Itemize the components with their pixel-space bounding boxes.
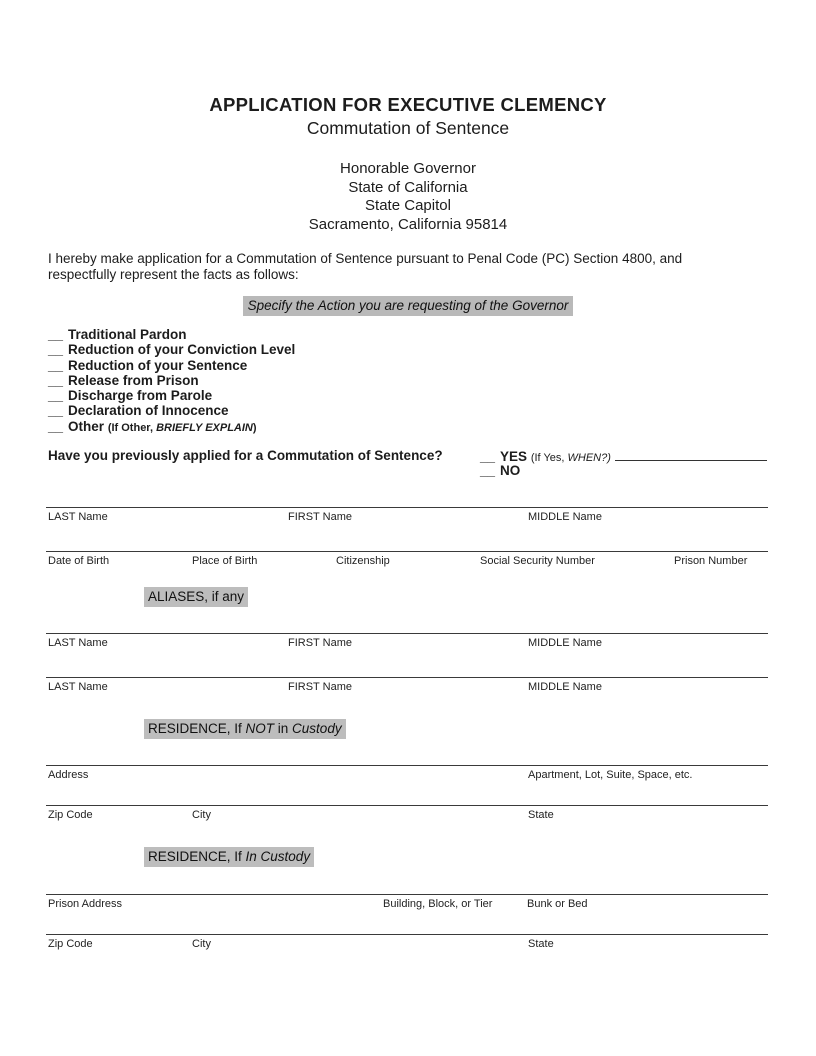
prison-address-label: Prison Address xyxy=(48,898,122,910)
option-discharge-from-parole xyxy=(48,388,295,403)
option-label: Discharge from Parole xyxy=(68,388,213,404)
zip-code-label: Zip Code xyxy=(48,809,93,821)
applicant-name-line[interactable] xyxy=(46,507,768,538)
first-name-label: FIRST Name xyxy=(288,681,352,693)
residence-city-line[interactable] xyxy=(46,805,768,836)
apartment-label: Apartment, Lot, Suite, Space, etc. xyxy=(528,769,693,781)
residence-address-line[interactable] xyxy=(46,765,768,796)
checkbox-no[interactable]: __ xyxy=(480,462,496,478)
checkbox-traditional-pardon[interactable]: __ xyxy=(48,327,64,342)
option-traditional-pardon xyxy=(48,327,295,342)
checkbox-discharge-from-parole[interactable]: __ xyxy=(48,388,64,404)
heading-text-emphasis: In Custody xyxy=(245,849,311,864)
other-note-emphasis: BRIEFLY EXPLAIN xyxy=(156,421,253,434)
first-name-label: FIRST Name xyxy=(288,511,352,523)
checkbox-reduction-sentence[interactable]: __ xyxy=(48,357,64,373)
no-label: NO xyxy=(500,462,521,478)
middle-name-label: MIDDLE Name xyxy=(528,681,602,693)
heading-text: in xyxy=(274,721,293,736)
option-release-from-prison xyxy=(48,373,295,388)
building-label: Building, Block, or Tier xyxy=(383,898,493,910)
option-label: Traditional Pardon xyxy=(68,327,187,342)
checkbox-yes[interactable]: __ xyxy=(480,449,496,464)
checkbox-reduction-conviction-level[interactable]: __ xyxy=(48,342,64,358)
date-of-birth-label: Date of Birth xyxy=(48,555,110,567)
when-input-line[interactable] xyxy=(615,447,767,461)
addressee-block xyxy=(0,160,816,234)
previous-application-yes-row xyxy=(480,447,816,464)
option-label: Reduction of your Sentence xyxy=(68,357,248,373)
option-label: Reduction of your Conviction Level xyxy=(68,342,296,358)
addressee-line: State of California xyxy=(348,178,468,196)
specify-action-text: Specify the Action you are requesting of the Governor xyxy=(243,296,574,316)
prison-city-line[interactable] xyxy=(46,934,768,965)
residence-in-custody-heading xyxy=(144,847,314,867)
heading-text: RESIDENCE, If xyxy=(148,849,246,864)
option-label: Other xyxy=(68,418,105,434)
last-name-label: LAST Name xyxy=(48,511,108,523)
last-name-label: LAST Name xyxy=(48,637,108,649)
city-label: City xyxy=(192,938,211,950)
checkbox-other[interactable]: __ xyxy=(48,418,64,434)
specify-action-banner xyxy=(0,296,816,316)
ssn-label: Social Security Number xyxy=(480,555,595,567)
citizenship-label: Citizenship xyxy=(336,555,390,567)
form-title: APPLICATION FOR EXECUTIVE CLEMENCY xyxy=(209,94,607,115)
checkbox-release-from-prison[interactable]: __ xyxy=(48,372,64,388)
option-reduction-conviction-level xyxy=(48,342,295,357)
address-label: Address xyxy=(48,769,89,781)
heading-text-emphasis: Custody xyxy=(292,721,342,736)
prison-address-line[interactable] xyxy=(46,894,768,925)
option-reduction-sentence xyxy=(48,358,295,373)
yes-note-emphasis: WHEN?) xyxy=(567,452,611,464)
option-label: Declaration of Innocence xyxy=(68,403,229,419)
state-label: State xyxy=(528,938,554,950)
addressee-line: Honorable Governor xyxy=(340,160,476,177)
prison-number-label: Prison Number xyxy=(674,555,748,567)
place-of-birth-label: Place of Birth xyxy=(192,555,258,567)
bunk-label: Bunk or Bed xyxy=(527,898,588,910)
previous-application-no-row xyxy=(480,463,520,478)
other-note-suffix: ) xyxy=(252,421,257,434)
yes-label: YES xyxy=(500,449,528,464)
last-name-label: LAST Name xyxy=(48,681,108,693)
middle-name-label: MIDDLE Name xyxy=(528,637,602,649)
state-label: State xyxy=(528,809,554,821)
heading-text: RESIDENCE, If xyxy=(148,721,246,736)
middle-name-label: MIDDLE Name xyxy=(528,511,602,523)
yes-note-prefix: (If Yes, xyxy=(530,452,568,464)
previous-application-question: Have you previously applied for a Commutation of Sentence? xyxy=(48,448,443,463)
addressee-line: Sacramento, California 95814 xyxy=(308,215,508,233)
alias-name-line-2[interactable] xyxy=(46,677,768,708)
option-declaration-of-innocence xyxy=(48,403,295,418)
other-note-prefix: (If Other, xyxy=(107,421,157,434)
aliases-heading: ALIASES, if any xyxy=(144,587,248,607)
checkbox-declaration-of-innocence[interactable]: __ xyxy=(48,403,64,419)
heading-text-emphasis: NOT xyxy=(245,721,275,736)
action-options-list xyxy=(48,327,295,436)
option-label: Release from Prison xyxy=(68,372,199,388)
previous-application-section xyxy=(48,448,611,478)
city-label: City xyxy=(192,809,211,821)
applicant-details-line[interactable] xyxy=(46,551,768,582)
zip-code-label: Zip Code xyxy=(48,938,93,950)
residence-not-in-custody-heading xyxy=(144,719,346,739)
addressee-line: State Capitol xyxy=(365,197,451,215)
option-other xyxy=(48,419,295,436)
first-name-label: FIRST Name xyxy=(288,637,352,649)
alias-name-line-1[interactable] xyxy=(46,633,768,664)
intro-paragraph: I hereby make application for a Commutation of Sentence pursuant to Penal Code (PC) Section 4800, and respectfully represent the facts as follows: xyxy=(48,251,683,282)
form-subtitle: Commutation of Sentence xyxy=(306,118,510,138)
